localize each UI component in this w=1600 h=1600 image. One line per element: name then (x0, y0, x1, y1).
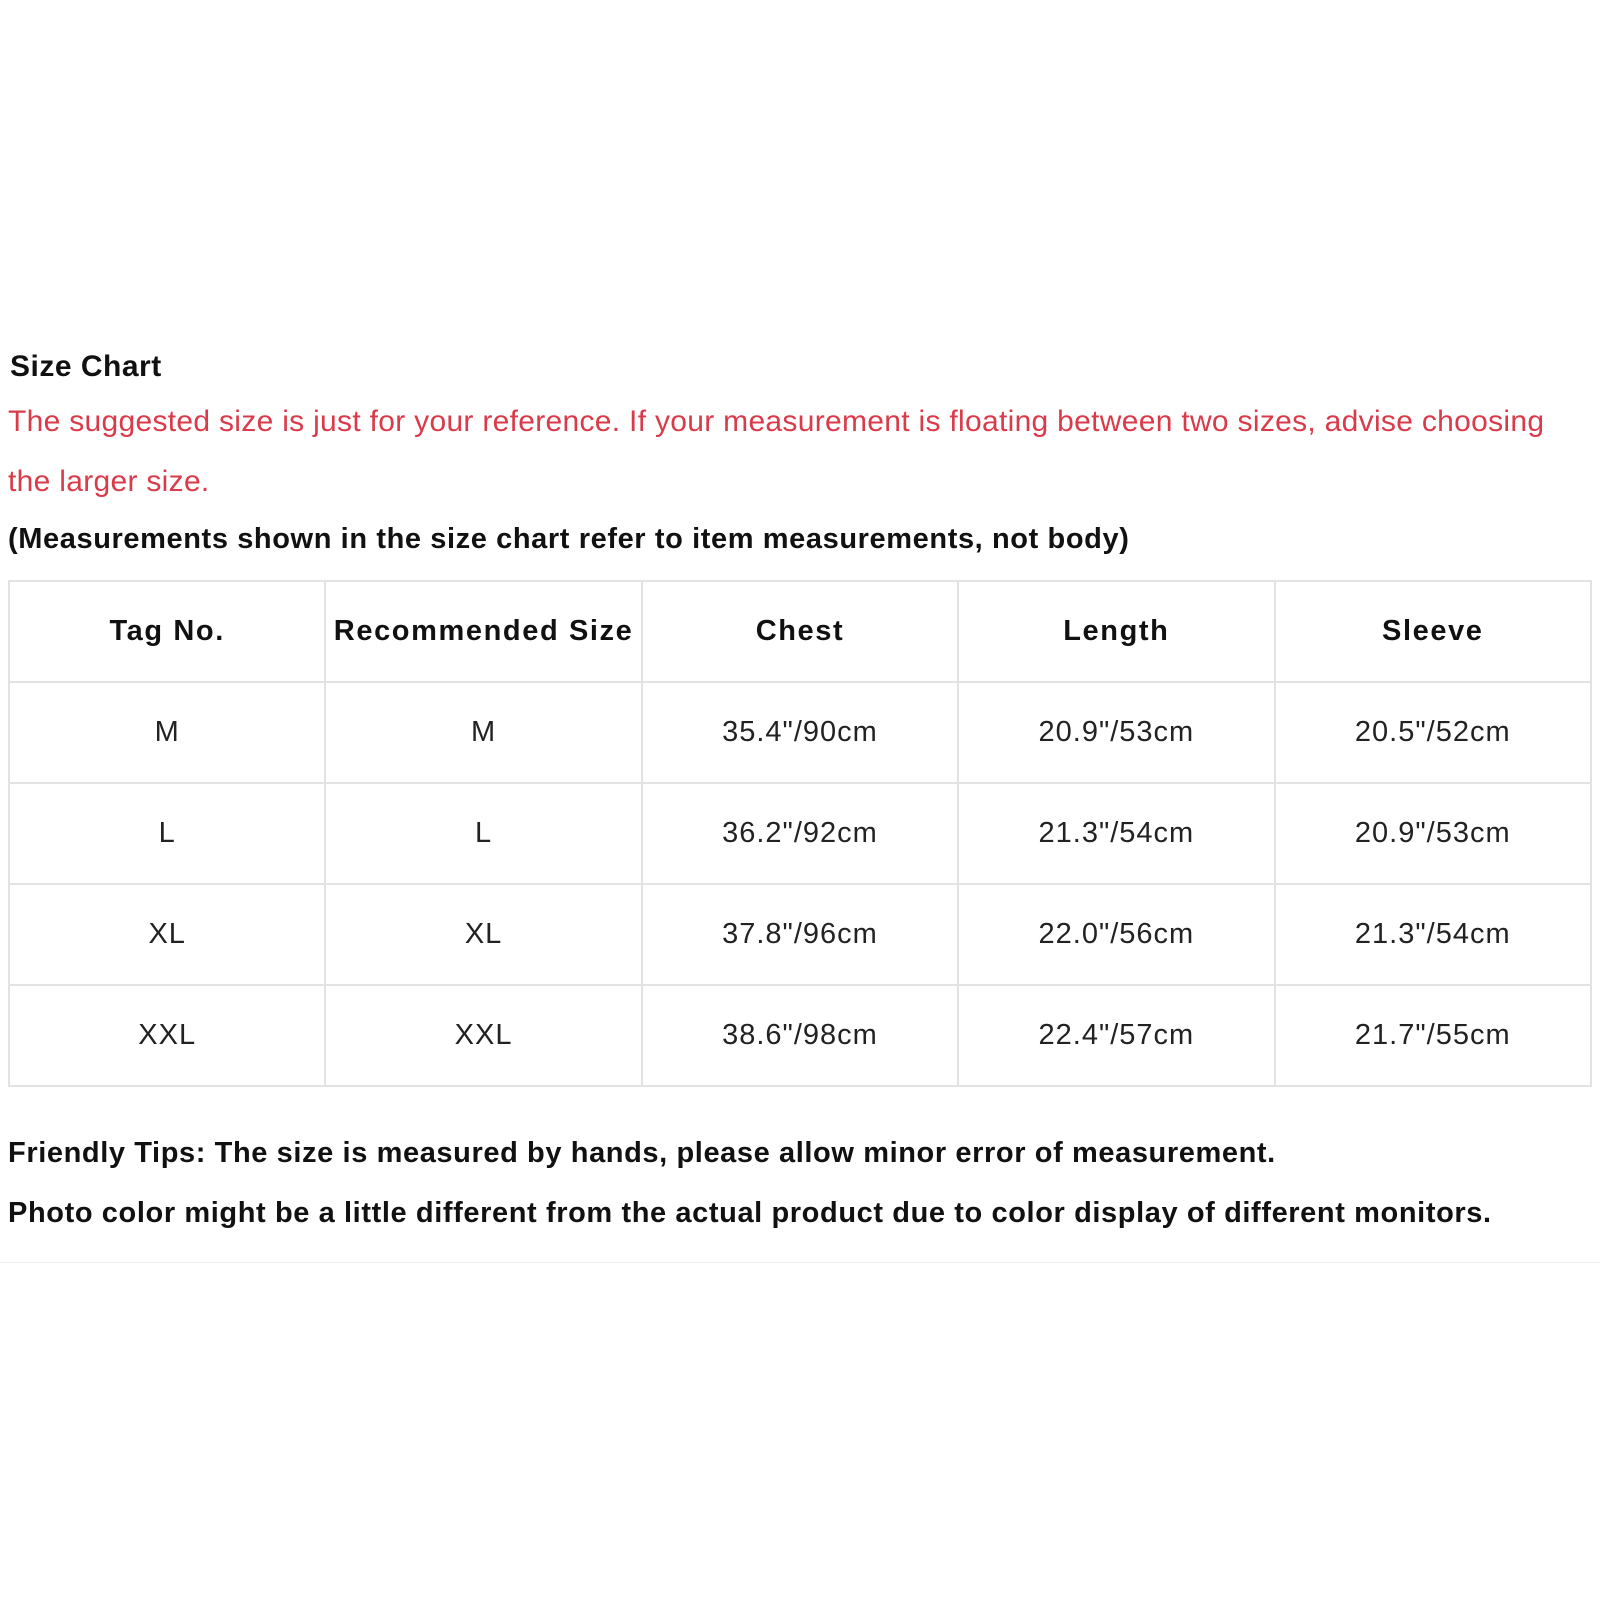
cell-tag-no: L (9, 783, 325, 884)
size-table (8, 580, 1592, 1087)
measurement-note: (Measurements shown in the size chart refer to item measurements, not body) (8, 523, 1130, 555)
cell-chest: 35.4"/90cm (642, 682, 958, 783)
cell-length: 22.0"/56cm (958, 884, 1274, 985)
header-chest: Chest (642, 581, 958, 682)
header-recommended-size: Recommended Size (325, 581, 641, 682)
cell-recommended-size: L (325, 783, 641, 884)
cell-tag-no: M (9, 682, 325, 783)
cell-chest: 36.2"/92cm (642, 783, 958, 884)
cell-tag-no: XXL (9, 985, 325, 1086)
divider (0, 1262, 1600, 1263)
cell-length: 21.3"/54cm (958, 783, 1274, 884)
cell-sleeve: 21.3"/54cm (1275, 884, 1591, 985)
tip-measurement: Friendly Tips: The size is measured by hands, please allow minor error of measurement. (8, 1137, 1276, 1169)
cell-tag-no: XL (9, 884, 325, 985)
cell-chest: 38.6"/98cm (642, 985, 958, 1086)
size-notice: The suggested size is just for your reference. If your measurement is floating between two sizes, advise choosing the larger size. (8, 405, 1545, 498)
friendly-tips (8, 1123, 1592, 1243)
cell-length: 20.9"/53cm (958, 682, 1274, 783)
cell-chest: 37.8"/96cm (642, 884, 958, 985)
cell-sleeve: 20.5"/52cm (1275, 682, 1591, 783)
header-length: Length (958, 581, 1274, 682)
table-row (9, 783, 1591, 884)
cell-length: 22.4"/57cm (958, 985, 1274, 1086)
tip-photo-color: Photo color might be a little different from the actual product due to color display of different monitors. (8, 1197, 1492, 1229)
table-row (9, 884, 1591, 985)
cell-sleeve: 20.9"/53cm (1275, 783, 1591, 884)
size-chart-section (8, 346, 1592, 1243)
cell-recommended-size: XL (325, 884, 641, 985)
cell-recommended-size: M (325, 682, 641, 783)
cell-sleeve: 21.7"/55cm (1275, 985, 1591, 1086)
table-row (9, 682, 1591, 783)
table-row (9, 985, 1591, 1086)
cell-recommended-size: XXL (325, 985, 641, 1086)
table-header-row (9, 581, 1591, 682)
page-title: Size Chart (10, 350, 162, 383)
header-sleeve: Sleeve (1275, 581, 1591, 682)
header-tag-no: Tag No. (9, 581, 325, 682)
